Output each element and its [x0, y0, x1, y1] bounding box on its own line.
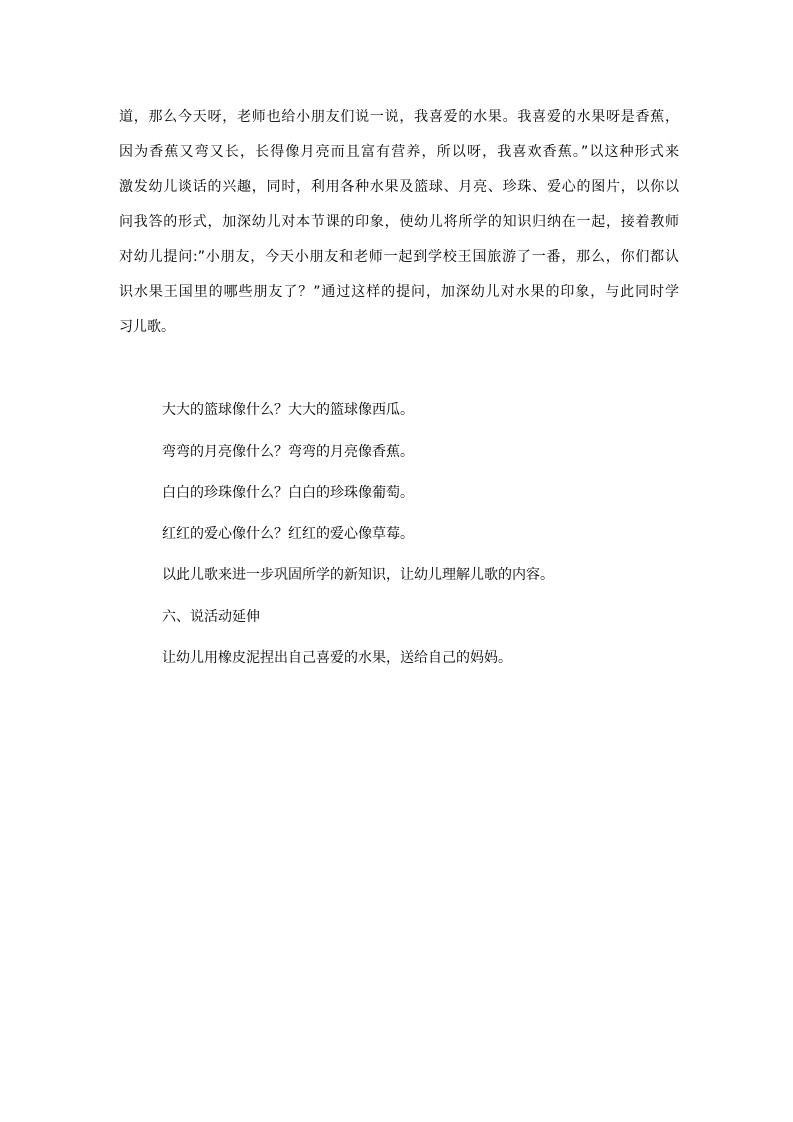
paragraph-line-2: 因为香蕉又弯又长，长得像月亮而且富有营养，所以呀，我喜欢香蕉。”以这种形式来 — [119, 144, 679, 160]
section-heading: 六、说活动延伸 — [162, 609, 260, 625]
rhyme-line-2: 弯弯的月亮像什么？弯弯的月亮像香蕉。 — [162, 444, 414, 460]
paragraph-line-1: 道，那么今天呀，老师也给小朋友们说一说，我喜爱的水果。我喜爱的水果呀是香蕉， — [119, 109, 679, 125]
intro-paragraph — [119, 102, 679, 347]
consolidation-paragraph: 以此儿歌来进一步巩固所学的新知识，让幼儿理解儿歌的内容。 — [162, 567, 554, 583]
rhyme-line-3: 白白的珍珠像什么？白白的珍珠像葡萄。 — [162, 485, 414, 501]
extension-paragraph: 让幼儿用橡皮泥捏出自己喜爱的水果，送给自己的妈妈。 — [162, 650, 512, 666]
paragraph-line-6: 识水果王国里的哪些朋友了？”通过这样的提问，加深幼儿对水果的印象，与此同时学 — [119, 284, 679, 300]
paragraph-line-3: 激发幼儿谈话的兴趣，同时，利用各种水果及篮球、月亮、珍珠、爱心的图片，以你以 — [119, 179, 679, 195]
rhyme-line-1: 大大的篮球像什么？大大的篮球像西瓜。 — [162, 402, 414, 418]
rhyme-line-4: 红红的爱心像什么？红红的爱心像草莓。 — [162, 526, 414, 542]
paragraph-line-5: 对幼儿提问:”小朋友，今天小朋友和老师一起到学校王国旅游了一番，那么，你们都认 — [119, 249, 679, 265]
paragraph-line-4: 问我答的形式，加深幼儿对本节课的印象，使幼儿将所学的知识归纳在一起，接着教师 — [119, 214, 679, 230]
paragraph-line-7: 习儿歌。 — [119, 319, 175, 335]
